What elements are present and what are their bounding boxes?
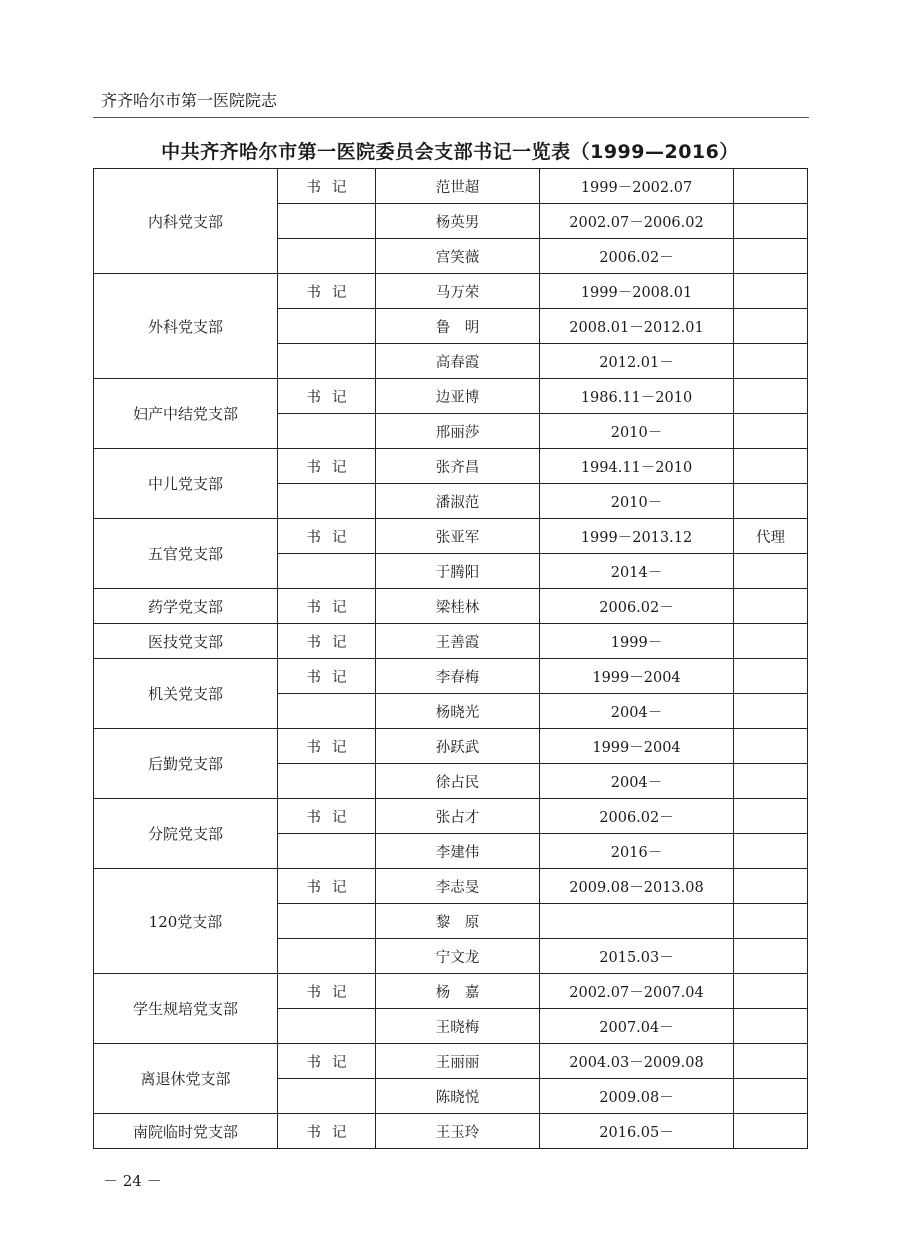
table-row [94,519,808,554]
note-cell [734,939,808,974]
branch-name-cell: 南院临时党支部 [94,1114,278,1149]
note-cell [734,379,808,414]
table-row [94,799,808,834]
secretary-name-cell: 张亚军 [376,519,540,554]
note-cell [734,799,808,834]
term-period-cell: 2010－ [540,484,734,519]
table-row [94,589,808,624]
secretary-name-cell: 杨英男 [376,204,540,239]
term-period-cell: 2004－ [540,764,734,799]
note-cell [734,834,808,869]
term-period-cell: 1986.11－2010 [540,379,734,414]
secretary-name-cell: 张占才 [376,799,540,834]
secretary-name-cell: 李春梅 [376,659,540,694]
secretary-name-cell: 于腾阳 [376,554,540,589]
note-cell [734,274,808,309]
note-cell [734,309,808,344]
note-cell [734,449,808,484]
role-cell: 书记 [278,974,376,1009]
term-period-cell: 1999－2008.01 [540,274,734,309]
note-cell [734,344,808,379]
term-period-cell: 1999－2004 [540,729,734,764]
role-cell [278,309,376,344]
secretary-name-cell: 王晓梅 [376,1009,540,1044]
table-row [94,659,808,694]
note-cell [734,869,808,904]
secretary-name-cell: 李志旻 [376,869,540,904]
role-cell: 书记 [278,1044,376,1079]
note-cell [734,764,808,799]
term-period-cell: 2006.02－ [540,239,734,274]
term-period-cell: 2002.07－2007.04 [540,974,734,1009]
note-cell [734,1044,808,1079]
secretary-name-cell: 孙跃武 [376,729,540,764]
role-cell: 书记 [278,589,376,624]
term-period-cell: 2004－ [540,694,734,729]
secretary-name-cell: 张齐昌 [376,449,540,484]
secretary-name-cell: 王丽丽 [376,1044,540,1079]
role-cell: 书记 [278,659,376,694]
table-row [94,1044,808,1079]
secretary-name-cell: 杨晓光 [376,694,540,729]
role-cell [278,239,376,274]
branch-name-cell: 内科党支部 [94,169,278,274]
note-cell [734,554,808,589]
table-row [94,449,808,484]
secretary-name-cell: 陈晓悦 [376,1079,540,1114]
term-period-cell: 2012.01－ [540,344,734,379]
role-cell: 书记 [278,869,376,904]
secretary-name-cell: 李建伟 [376,834,540,869]
term-period-cell: 2007.04－ [540,1009,734,1044]
role-cell: 书记 [278,799,376,834]
term-period-cell: 2009.08－ [540,1079,734,1114]
role-cell: 书记 [278,274,376,309]
role-cell: 书记 [278,519,376,554]
branch-name-cell: 外科党支部 [94,274,278,379]
secretary-name-cell: 黎 原 [376,904,540,939]
secretary-name-cell: 王善霞 [376,624,540,659]
term-period-cell: 2015.03－ [540,939,734,974]
secretary-name-cell: 马万荣 [376,274,540,309]
branch-name-cell: 中儿党支部 [94,449,278,519]
running-head: 齐齐哈尔市第一医院院志 [101,91,278,110]
secretary-name-cell: 王玉玲 [376,1114,540,1149]
role-cell [278,834,376,869]
role-cell: 书记 [278,449,376,484]
branch-name-cell: 机关党支部 [94,659,278,729]
note-cell: 代理 [734,519,808,554]
term-period-cell: 2006.02－ [540,589,734,624]
note-cell [734,729,808,764]
role-cell [278,764,376,799]
table-row [94,274,808,309]
secretary-name-cell: 宫笑薇 [376,239,540,274]
secretary-name-cell: 高春霞 [376,344,540,379]
note-cell [734,1079,808,1114]
term-period-cell: 2010－ [540,414,734,449]
table-body [94,169,808,1149]
term-period-cell: 1999－ [540,624,734,659]
branch-name-cell: 五官党支部 [94,519,278,589]
secretary-name-cell: 杨 嘉 [376,974,540,1009]
note-cell [734,1009,808,1044]
note-cell [734,694,808,729]
note-cell [734,624,808,659]
table-row [94,169,808,204]
branch-name-cell: 妇产中结党支部 [94,379,278,449]
table-row [94,624,808,659]
role-cell [278,484,376,519]
role-cell [278,939,376,974]
note-cell [734,204,808,239]
term-period-cell: 2004.03－2009.08 [540,1044,734,1079]
secretary-name-cell: 边亚博 [376,379,540,414]
term-period-cell: 2016－ [540,834,734,869]
term-period-cell: 2002.07－2006.02 [540,204,734,239]
role-cell: 书记 [278,379,376,414]
page-number: － 24 － [103,1172,162,1190]
term-period-cell: 2009.08－2013.08 [540,869,734,904]
role-cell [278,694,376,729]
note-cell [734,484,808,519]
branch-name-cell: 后勤党支部 [94,729,278,799]
term-period-cell: 1999－2004 [540,659,734,694]
term-period-cell: 2006.02－ [540,799,734,834]
secretary-name-cell: 梁桂林 [376,589,540,624]
role-cell [278,204,376,239]
table-row [94,974,808,1009]
secretary-name-cell: 宁文龙 [376,939,540,974]
note-cell [734,974,808,1009]
branch-name-cell: 医技党支部 [94,624,278,659]
table-row [94,729,808,764]
term-period-cell: 2014－ [540,554,734,589]
table-row [94,379,808,414]
branch-name-cell: 药学党支部 [94,589,278,624]
note-cell [734,659,808,694]
table-row [94,1114,808,1149]
term-period-cell: 2016.05－ [540,1114,734,1149]
term-period-cell: 1999－2002.07 [540,169,734,204]
note-cell [734,169,808,204]
role-cell [278,1009,376,1044]
role-cell [278,414,376,449]
secretary-name-cell: 鲁 明 [376,309,540,344]
secretary-name-cell: 徐占民 [376,764,540,799]
role-cell: 书记 [278,624,376,659]
role-cell: 书记 [278,169,376,204]
role-cell [278,344,376,379]
note-cell [734,414,808,449]
term-period-cell: 2008.01－2012.01 [540,309,734,344]
note-cell [734,904,808,939]
term-period-cell: 1994.11－2010 [540,449,734,484]
table-title: 中共齐齐哈尔市第一医院委员会支部书记一览表（1999—2016） [161,141,739,163]
header-divider [93,117,809,118]
branch-name-cell: 分院党支部 [94,799,278,869]
secretary-name-cell: 潘淑范 [376,484,540,519]
branch-name-cell: 离退休党支部 [94,1044,278,1114]
party-branch-secretary-table [93,168,808,1149]
secretary-name-cell: 邢丽莎 [376,414,540,449]
role-cell: 书记 [278,1114,376,1149]
branch-name-cell: 学生规培党支部 [94,974,278,1044]
term-period-cell [540,904,734,939]
role-cell [278,554,376,589]
role-cell: 书记 [278,729,376,764]
note-cell [734,239,808,274]
role-cell [278,1079,376,1114]
role-cell [278,904,376,939]
branch-name-cell: 120党支部 [94,869,278,974]
note-cell [734,1114,808,1149]
secretary-name-cell: 范世超 [376,169,540,204]
term-period-cell: 1999－2013.12 [540,519,734,554]
table-row [94,869,808,904]
note-cell [734,589,808,624]
